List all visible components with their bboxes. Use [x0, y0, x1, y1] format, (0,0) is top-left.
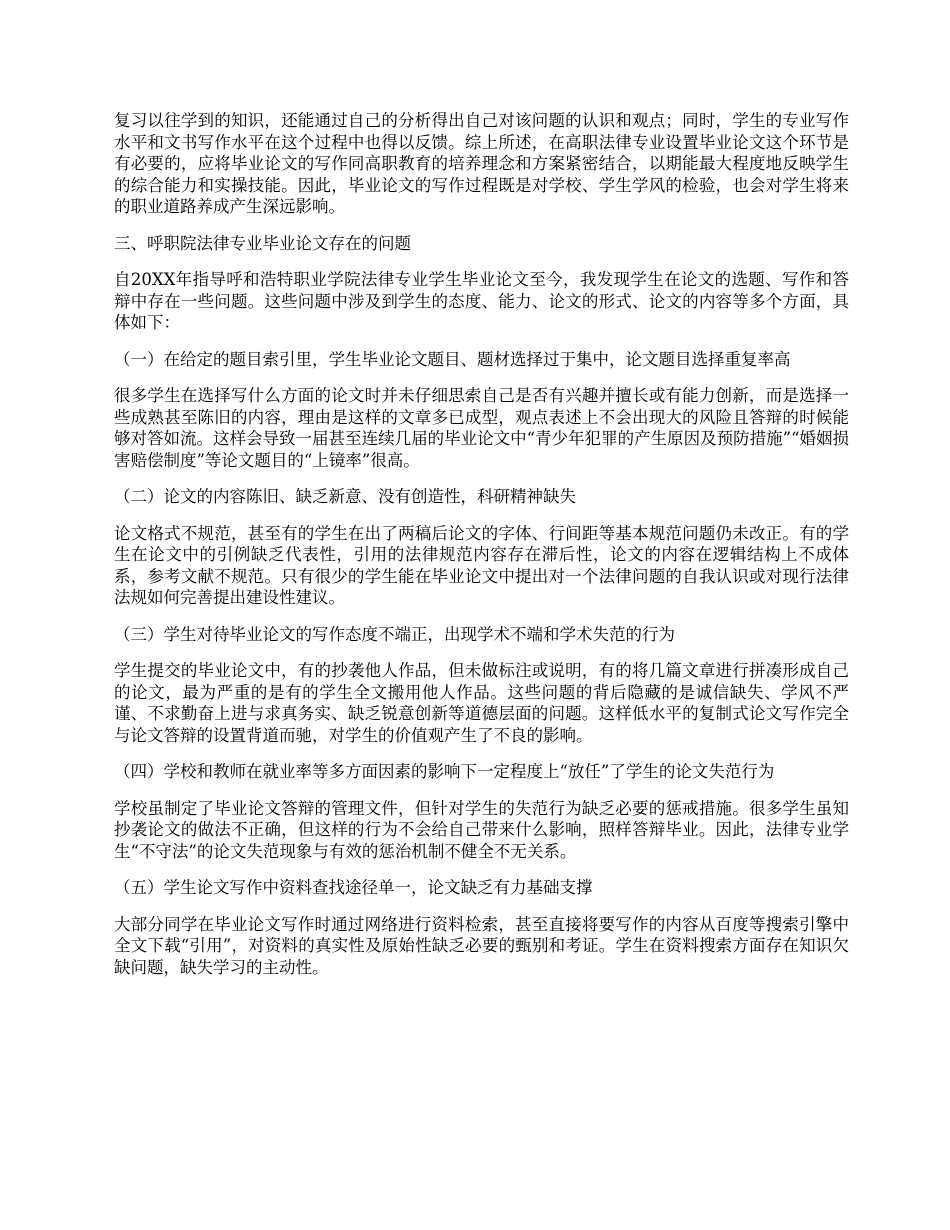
paragraph-academic-misconduct: 学生提交的毕业论文中，有的抄袭他人作品，但未做标注或说明，有的将几篇文章进行拼凑形成自己的论文，最为严重的是有的学生全文搬用他人作品。这些问题的背后隐藏的是诚信缺失、学风不严谨、不求勤奋上进与求真务实、缺乏锐意创新等道德层面的问题。这样低水平的复制式论文写作完全与论文答辩的设置背道而驰，对学生的价值观产生了不良的影响。: [114, 661, 849, 745]
section-heading-problems: 三、呼职院法律专业毕业论文存在的问题: [114, 233, 411, 253]
subheading-3-academic-misconduct: （三）学生对待毕业论文的写作态度不端正，出现学术不端和学术失范的行为: [114, 624, 675, 644]
paragraph-outdated-content: 论文格式不规范，甚至有的学生在出了两稿后论文的字体、行间距等基本规范问题仍未改正。有的学生在论文中的引例缺乏代表性，引用的法律规范内容存在滞后性，论文的内容在逻辑结构上不成体系，参考文献不规范。只有很少的学生能在毕业论文中提出对一个法律问题的自我认识或对现行法律法规如何完善提出建设性建议。: [114, 523, 849, 607]
paragraph-topic-repetition: 很多学生在选择写什么方面的论文时并未仔细思索自己是否有兴趣并擅长或有能力创新，而是选择一些成熟甚至陈旧的内容，理由是这样的文章多已成型，观点表述上不会出现大的风险且答辩的时候能够对答如流。这样会导致一届甚至连续几届的毕业论文中“青少年犯罪的产生原因及预防措施”“婚姻损害赔偿制度”等论文题目的“上镜率”很高。: [114, 386, 849, 470]
document-body: [114, 110, 849, 993]
subheading-5-single-source: （五）学生论文写作中资料查找途径单一，论文缺乏有力基础支撑: [114, 878, 593, 897]
subheading-2-outdated-content: （二）论文的内容陈旧、缺乏新意、没有创造性，科研精神缺失: [114, 487, 576, 506]
paragraph-intro-continuation: 复习以往学到的知识，还能通过自己的分析得出自己对该问题的认识和观点；同时，学生的专业写作水平和文书写作水平在这个过程中也得以反馈。综上所述，在高职法律专业设置毕业论文这个环节是有必要的，应将毕业论文的写作同高职教育的培养理念和方案紧密结合，以期能最大程度地反映学生的综合能力和实操技能。因此，毕业论文的写作过程既是对学校、学生学风的检验，也会对学生将来的职业道路养成产生深远影响。: [114, 111, 849, 216]
paragraph-school-tolerance: 学校虽制定了毕业论文答辩的管理文件，但针对学生的失范行为缺乏必要的惩戒措施。很多学生虽知抄袭论文的做法不正确，但这样的行为不会给自己带来什么影响，照样答辩毕业。因此，法律专业学生“不守法”的论文失范现象与有效的惩治机制不健全不无关系。: [114, 798, 849, 861]
paragraph-single-source: 大部分同学在毕业论文写作时通过网络进行资料检索，甚至直接将要写作的内容从百度等搜索引擎中全文下载“引用”，对资料的真实性及原始性缺乏必要的甄别和考证。学生在资料搜索方面存在知识欠缺问题，缺失学习的主动性。: [114, 914, 849, 977]
subheading-1-topic-repetition: （一）在给定的题目索引里，学生毕业论文题目、题材选择过于集中，论文题目选择重复率高: [114, 349, 791, 369]
paragraph-problems-overview: 自20XX年指导呼和浩特职业学院法律专业学生毕业论文至今，我发现学生在论文的选题、写作和答辩中存在一些问题。这些问题中涉及到学生的态度、能力、论文的形式、论文的内容等多个方面，具体如下：: [114, 270, 849, 332]
subheading-4-school-tolerance: （四）学校和教师在就业率等多方面因素的影响下一定程度上“放任”了学生的论文失范行为: [114, 762, 775, 781]
